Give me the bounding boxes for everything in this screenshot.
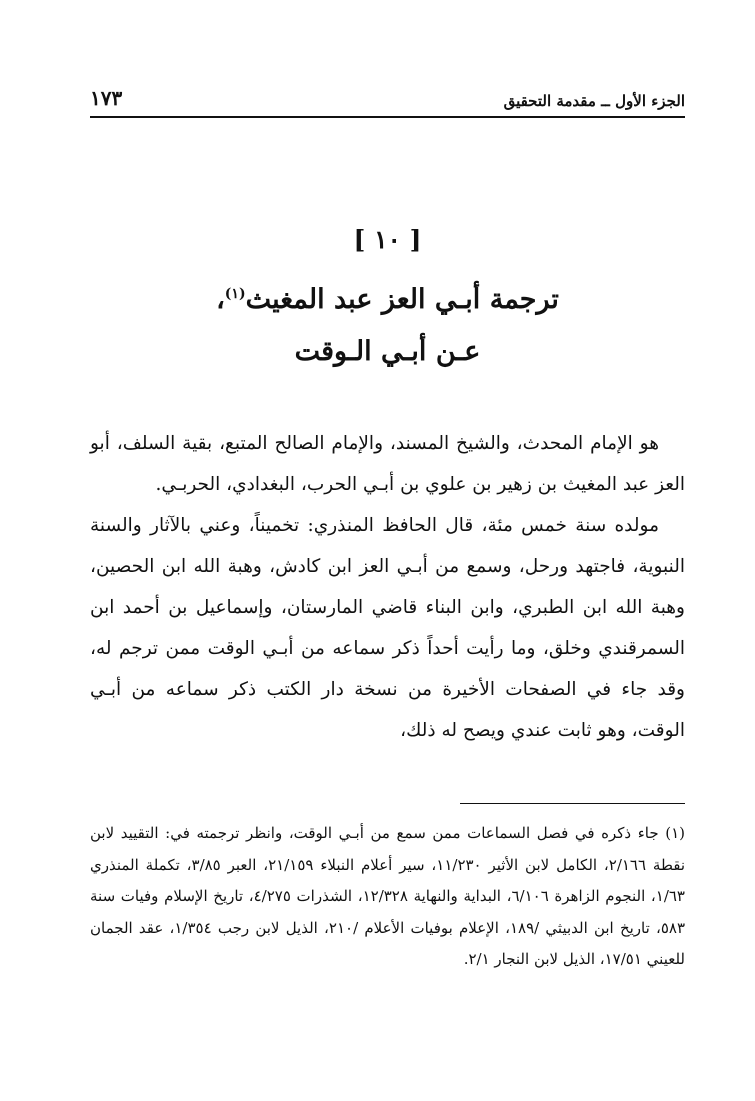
- footnote: [90, 818, 685, 976]
- section-number: [ ١٠ ]: [353, 225, 422, 254]
- running-title: الجزء الأول ــ مقدمة التحقيق: [503, 92, 685, 110]
- paragraph-1: هو الإمام المحدث، والشيخ المسند، والإمام الصالح المتبع، بقية السلف، أبو العز عبد المغيث بن زهير بن علوي بن أبـي الحرب، البغدادي، الحربـي.: [90, 433, 685, 495]
- paragraph-2: مولده سنة خمس مئة، قال الحافظ المنذري: تخميناً، وعني بالآثار والسنة النبوية، فاجتهد ورحل، وسمع من أبـي العز ابن كادش، وهبة الله ابن الحصين، وهبة الله ابن الطبري، وابن البناء قاضي المارستان، وإسماعيل بن أحمد ابن السمرقندي وخلق، وما رأيت أحداً ذكر سماعه من أبـي الوقت ممن ترجم له، وقد جاء في الصفحات الأخيرة من نسخة دار الكتب ذكر سماعه من أبـي الوقت، وهو ثابت عندي ويصح له ذلك،: [90, 515, 685, 741]
- footnote-rule: [460, 803, 685, 804]
- page-header: [90, 78, 685, 110]
- footnote-text: (١) جاء ذكره في فصل السماعات ممن سمع من أبـي الوقت، وانظر ترجمته في: التقييد لابن نقطة ٢/١٦٦، الكامل لابن الأثير ١١/٢٣٠، سير أعلام النبلاء ٢١/١٥٩، العبر ٣/٨٥، تكملة المنذري ١/٦٣، النجوم الزاهرة ٦/١٠٦، البداية والنهاية ١٢/٣٢٨، الشذرات ٤/٢٧٥، تاريخ الإسلام وفيات سنة ٥٨٣، تاريخ ابن الدبيثي /١٨٩، الإعلام بوفيات الأعلام /٢١٠، الذيل لابن رجب ١/٣٥٤، عقد الجمان للعيني ١٧/٥١، الذيل لابن النجار ٢/١.: [90, 824, 686, 968]
- title-line-1-end: ،: [216, 284, 225, 315]
- footnote-marker: (١): [224, 286, 246, 302]
- section-title: [90, 268, 685, 378]
- title-line-2: عـن أبـي الـوقت: [294, 336, 481, 367]
- body-text: [90, 423, 685, 751]
- title-line-1: [90, 268, 685, 326]
- page-number: ١٧٣: [90, 86, 123, 110]
- header-rule: [90, 116, 685, 118]
- section-heading: [90, 225, 685, 378]
- title-line-1-text: ترجمة أبـي العز عبد المغيث: [245, 284, 559, 315]
